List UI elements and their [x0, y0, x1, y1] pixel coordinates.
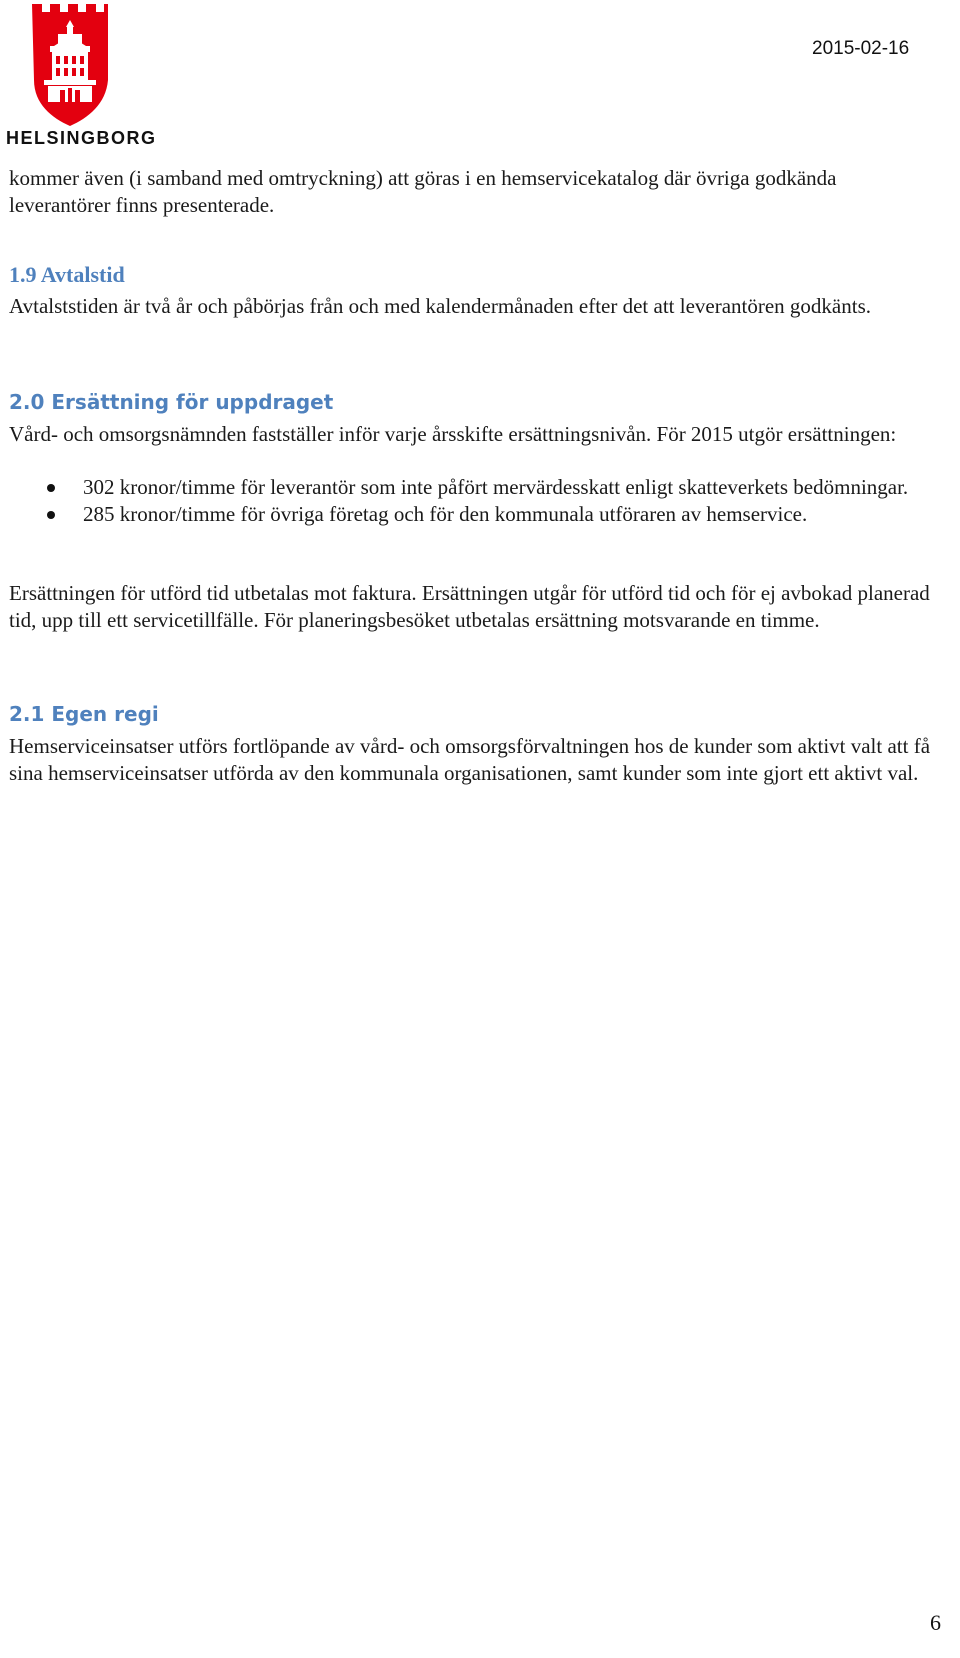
section-2-1-heading: 2.1 Egen regi — [9, 702, 159, 726]
list-item: 302 kronor/timme för leverantör som inte påfört mervärdesskatt enligt skatteverkets bedömningar. — [9, 474, 949, 501]
rate-list — [9, 474, 949, 528]
list-item: 285 kronor/timme för övriga företag och för den kommunala utföraren av hemservice. — [9, 501, 949, 528]
section-2-0-text: Vård- och omsorgsnämnden fastställer inför varje årsskifte ersättningsnivån. För 2015 utgör ersättningen: — [9, 422, 897, 446]
intro-paragraph: kommer även (i samband med omtryckning) att göras i en hemservicekatalog där övriga godkända leverantörer finns presenterade. — [9, 166, 837, 217]
logo-text: HELSINGBORG — [6, 128, 157, 148]
document-date: 2015-02-16 — [812, 38, 910, 59]
section-2-0-text-2: Ersättningen för utförd tid utbetalas mot faktura. Ersättningen utgår för utförd tid och för ej avbokad planerad tid, upp till ett servicetillfälle. För planeringsbesöket utbetalas ersättning motsvarande en timme. — [9, 581, 930, 632]
page-number: 6 — [930, 1610, 941, 1635]
section-2-0-heading: 2.0 Ersättning för uppdraget — [9, 390, 334, 414]
city-crest-icon — [30, 0, 110, 126]
section-2-1-text: Hemserviceinsatser utförs fortlöpande av vård- och omsorgsförvaltningen hos de kunder som aktivt valt att få sina hemserviceinsatser utförda av den kommunala organisationen, samt kunder som inte gjort ett aktivt val. — [9, 734, 931, 785]
helsingborg-logo — [0, 0, 157, 152]
section-1-9-heading: 1.9 Avtalstid — [9, 262, 125, 287]
section-1-9-text: Avtalststiden är två år och påbörjas från och med kalendermånaden efter det att leverantören godkänts. — [9, 294, 872, 318]
